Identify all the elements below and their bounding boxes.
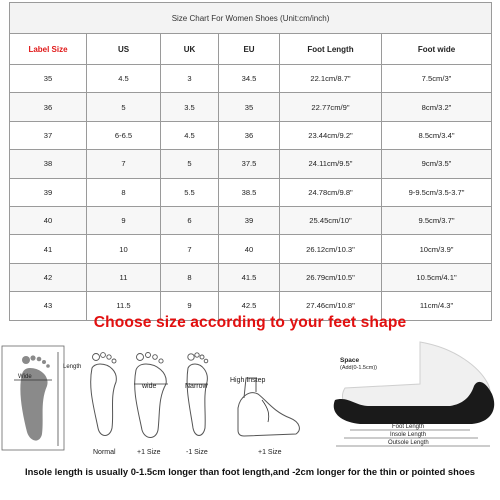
cell-foot-length: 27.46cm/10.8" xyxy=(280,292,382,320)
toe-icon xyxy=(188,354,194,360)
big-toe-icon xyxy=(22,356,30,364)
table-row xyxy=(10,178,492,206)
cell-foot-wide: 7.5cm/3" xyxy=(382,65,492,93)
cell-label-size: 41 xyxy=(10,235,87,263)
toe-icon xyxy=(93,354,100,361)
table-row xyxy=(10,65,492,93)
space-note: (Add(0-1.5cm)) xyxy=(340,365,377,371)
normal-label: Normal xyxy=(93,449,116,456)
normal-foot-outline xyxy=(91,353,117,456)
size-chart xyxy=(9,2,491,321)
header-uk: UK xyxy=(161,34,219,65)
cell-label-size: 43 xyxy=(10,292,87,320)
foot-outline-icon xyxy=(91,364,117,436)
toe-icon xyxy=(146,353,151,358)
wide-label: Wide xyxy=(18,374,32,380)
cell-foot-wide: 10cm/3.9" xyxy=(382,235,492,263)
cell-eu: 38.5 xyxy=(219,178,280,206)
cell-label-size: 37 xyxy=(10,121,87,149)
cell-foot-wide: 8cm/3.2" xyxy=(382,93,492,121)
length-label: Length xyxy=(63,364,82,370)
cell-foot-length: 22.1cm/8.7" xyxy=(280,65,382,93)
cell-us: 11 xyxy=(87,263,161,291)
table-row xyxy=(10,263,492,291)
table-row xyxy=(10,121,492,149)
cell-uk: 6 xyxy=(161,206,219,234)
cell-uk: 8 xyxy=(161,263,219,291)
toe-icon xyxy=(137,354,144,361)
cell-us: 9 xyxy=(87,206,161,234)
cell-uk: 5.5 xyxy=(161,178,219,206)
header-label-size: Label Size xyxy=(10,34,87,65)
foot-outline-icon xyxy=(187,364,207,436)
cell-us: 5 xyxy=(87,93,161,121)
size-table xyxy=(9,2,492,321)
cell-eu: 37.5 xyxy=(219,150,280,178)
toe-icon xyxy=(30,355,35,360)
toe-icon xyxy=(195,353,199,357)
cell-label-size: 39 xyxy=(10,178,87,206)
cell-eu: 36 xyxy=(219,121,280,149)
cell-eu: 42.5 xyxy=(219,292,280,320)
cell-foot-length: 25.45cm/10" xyxy=(280,206,382,234)
toe-icon xyxy=(153,355,158,360)
cell-foot-wide: 9.5cm/3.7" xyxy=(382,206,492,234)
cell-label-size: 42 xyxy=(10,263,87,291)
wide-foot-outline xyxy=(134,353,168,457)
cell-uk: 7 xyxy=(161,235,219,263)
cell-eu: 41.5 xyxy=(219,263,280,291)
table-title: Size Chart For Women Shoes (Unit:cm/inch) xyxy=(10,3,492,34)
cell-uk: 3.5 xyxy=(161,93,219,121)
foot-shape-illustrations xyxy=(0,338,500,458)
insole-length-note: Insole length is usually 0-1.5cm longer than foot length,and -2cm longer for the thin or pointed shoes xyxy=(24,466,476,477)
header-foot-wide: Foot wide xyxy=(382,34,492,65)
cell-us: 6-6.5 xyxy=(87,121,161,149)
toe-icon xyxy=(101,353,106,358)
high-instep-label: High Instep xyxy=(230,377,266,384)
cell-uk: 4.5 xyxy=(161,121,219,149)
cell-label-size: 38 xyxy=(10,150,87,178)
cell-us: 4.5 xyxy=(87,65,161,93)
table-row xyxy=(10,235,492,263)
narrow-foot-outline xyxy=(185,353,209,456)
table-row xyxy=(10,150,492,178)
size-advice-banner: Choose size according to your feet shape xyxy=(93,314,407,331)
header-eu: EU xyxy=(219,34,280,65)
toe-icon xyxy=(159,359,163,363)
outsole-length-label: Outsole Length xyxy=(388,440,429,446)
shoe-length-diagram xyxy=(334,342,494,446)
cell-foot-length: 26.79cm/10.5" xyxy=(280,263,382,291)
cell-label-size: 40 xyxy=(10,206,87,234)
cell-foot-length: 24.78cm/9.8" xyxy=(280,178,382,206)
foot-outline-icon xyxy=(135,364,167,438)
toe-icon xyxy=(112,359,116,363)
cell-label-size: 35 xyxy=(10,65,87,93)
cell-eu: 34.5 xyxy=(219,65,280,93)
narrow-adjust-label: -1 Size xyxy=(186,449,208,456)
wide-adjust-label: +1 Size xyxy=(137,449,161,456)
cell-foot-wide: 9cm/3.5" xyxy=(382,150,492,178)
table-row xyxy=(10,93,492,121)
cell-foot-length: 23.44cm/9.2" xyxy=(280,121,382,149)
narrow-label: Narrow xyxy=(185,383,208,390)
cell-foot-wide: 9-9.5cm/3.5-3.7" xyxy=(382,178,492,206)
cell-foot-wide: 8.5cm/3.4" xyxy=(382,121,492,149)
table-row xyxy=(10,206,492,234)
toe-icon xyxy=(204,359,208,363)
cell-us: 8 xyxy=(87,178,161,206)
footprint-measure-diagram xyxy=(2,346,81,450)
cell-uk: 5 xyxy=(161,150,219,178)
cell-us: 10 xyxy=(87,235,161,263)
foot-length-label: Foot Length xyxy=(392,424,425,430)
cell-eu: 39 xyxy=(219,206,280,234)
cell-foot-length: 26.12cm/10.3" xyxy=(280,235,382,263)
cell-uk: 9 xyxy=(161,292,219,320)
cell-foot-length: 24.11cm/9.5" xyxy=(280,150,382,178)
cell-us: 7 xyxy=(87,150,161,178)
wide-label: wide xyxy=(142,383,157,390)
cell-eu: 35 xyxy=(219,93,280,121)
instep-adjust-label: +1 Size xyxy=(258,449,282,456)
high-instep-foot-outline xyxy=(230,377,299,456)
cell-foot-wide: 10.5cm/4.1" xyxy=(382,263,492,291)
cell-foot-wide: 11cm/4.3" xyxy=(382,292,492,320)
cell-uk: 3 xyxy=(161,65,219,93)
toe-icon xyxy=(42,360,46,364)
toe-icon xyxy=(200,355,204,359)
insole-length-label: Insole Length xyxy=(390,432,427,438)
cell-eu: 40 xyxy=(219,235,280,263)
header-us: US xyxy=(87,34,161,65)
cell-label-size: 36 xyxy=(10,93,87,121)
toe-icon xyxy=(37,357,42,362)
cell-foot-length: 22.77cm/9" xyxy=(280,93,382,121)
cell-us: 11.5 xyxy=(87,292,161,320)
toe-icon xyxy=(107,355,111,359)
header-foot-length: Foot Length xyxy=(280,34,382,65)
table-header-row xyxy=(10,34,492,65)
toe-icon xyxy=(46,364,50,368)
space-label: Space xyxy=(340,357,360,364)
